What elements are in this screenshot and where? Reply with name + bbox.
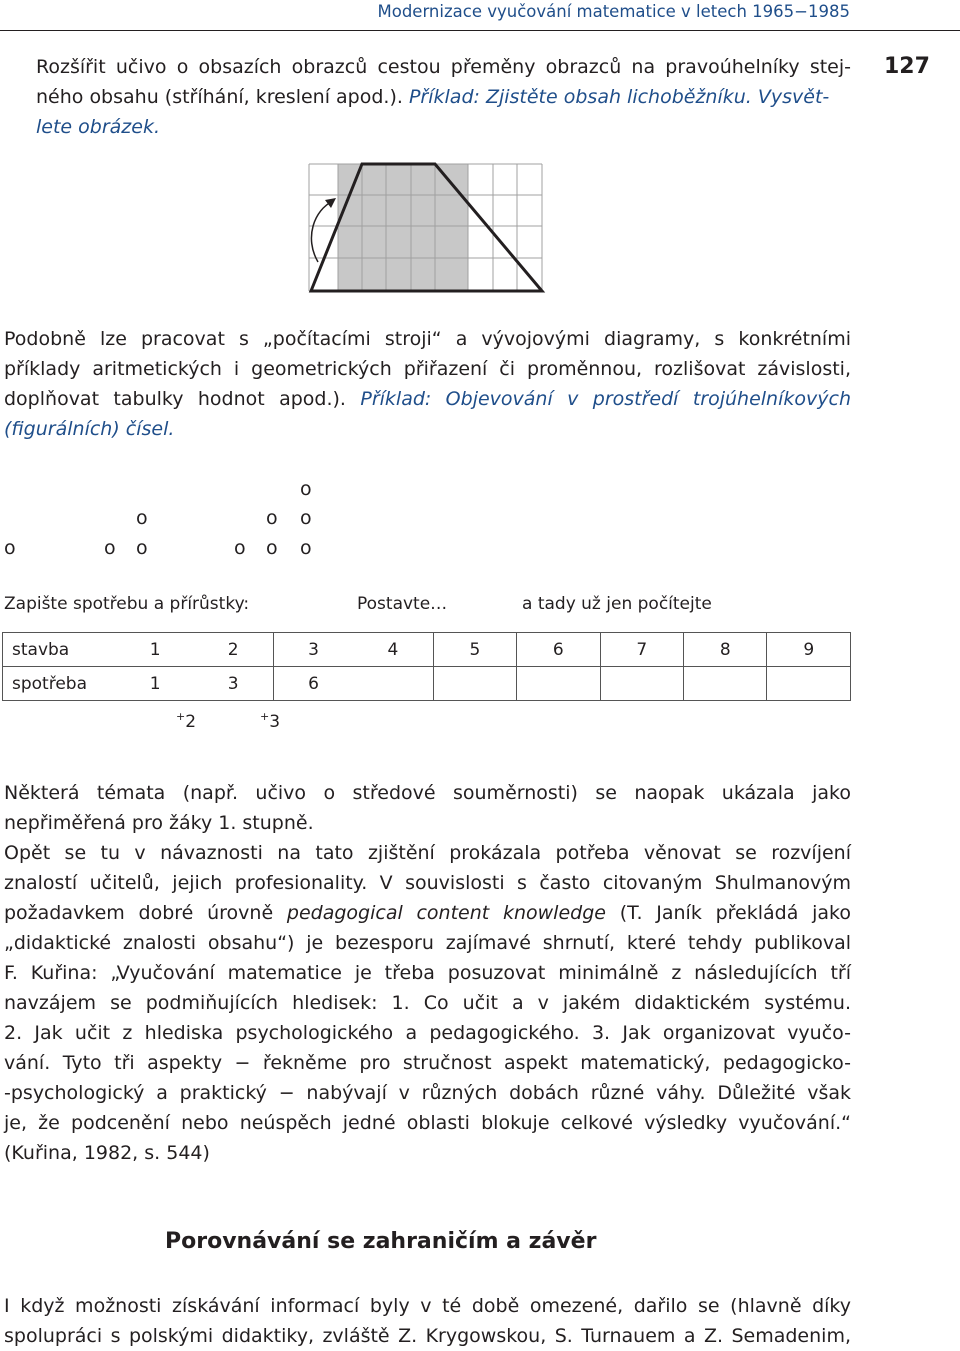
paragraph-machines	[4, 324, 851, 444]
triangle-6-dot: o	[234, 537, 246, 559]
triangle-6-dot: o	[266, 537, 278, 559]
table-cell: 7	[600, 633, 683, 667]
label-record: Zapište spotřebu a přírůstky:	[4, 594, 250, 614]
page-number: 127	[884, 54, 930, 79]
plus-sign: +	[260, 710, 270, 723]
example-trapezoid: Příklad: Zjistěte obsah lichoběžníku. Vysvět-	[408, 86, 830, 108]
table-cell: 5	[433, 633, 516, 667]
para3-line: -psychologický a praktický − nabývají v různých dobách různé váhy. Důležité však	[4, 1082, 851, 1104]
para3-line: nepřiměřená pro žáky 1. stupně.	[4, 812, 314, 834]
triangle-6-dot-top: o	[300, 478, 312, 500]
section-heading: Porovnávání se zahraničím a závěr	[165, 1229, 597, 1254]
table-cell: 1	[117, 633, 193, 667]
example-figurate: Příklad: Objevování v prostředí trojúhelníkových	[360, 388, 851, 410]
triangle-3-dot-top: o	[136, 507, 148, 529]
table-row	[3, 633, 851, 667]
triangle-3-dot: o	[104, 537, 116, 559]
table-cell	[353, 667, 433, 701]
intro-line-2	[36, 82, 851, 112]
triangle-3-dot: o	[136, 537, 148, 559]
table-cell	[517, 667, 600, 701]
label-build: Postavte…	[357, 594, 448, 614]
consumption-table	[2, 632, 851, 701]
intro-line-3: lete obrázek.	[36, 116, 160, 138]
table-cell: 4	[353, 633, 433, 667]
rotation-arrow	[311, 201, 333, 262]
table-cell: 2	[193, 633, 273, 667]
para2-line-1: Podobně lze pracovat s „počítacími stroji“ a vývojovými diagramy, s konkrétními	[4, 328, 851, 350]
para2-line-2: příklady aritmetických i geometrických přiřazení či proměnnou, rozlišovat závislosti,	[4, 358, 851, 380]
table-cell	[433, 667, 516, 701]
para2-line-4: (figurálních) čísel.	[4, 418, 175, 440]
paragraph-themes	[4, 778, 851, 1168]
para3-line: Opět se tu v návaznosti na tato zjištění prokázala potřeba věnovat se rozvíjení	[4, 842, 851, 864]
table-cell: 3	[193, 667, 273, 701]
intro-paragraph	[36, 52, 851, 142]
plus-sign: +	[176, 710, 186, 723]
increment-value: 2	[185, 712, 197, 732]
table-cell: 8	[684, 633, 767, 667]
paragraph-comparison	[4, 1291, 851, 1351]
label-compute: a tady už jen počítejte	[522, 594, 712, 614]
table-cell: 6	[517, 633, 600, 667]
arrow-head	[325, 198, 336, 208]
para3-line: (Kuřina, 1982, s. 544)	[4, 1142, 210, 1164]
term-pck: pedagogical content knowledge	[286, 902, 606, 924]
para3-line: znalostí učitelů, jejich profesionality. V souvislosti s často citovaným Shulmanovým	[4, 872, 851, 894]
trapezoid-grid-figure	[300, 158, 550, 298]
triangle-6-dot: o	[300, 507, 312, 529]
table-row	[3, 667, 851, 701]
para3-text: požadavkem dobré úrovně	[4, 902, 287, 924]
para2-line-3-text: doplňovat tabulky hodnot apod.).	[4, 388, 361, 410]
table-cell: 9	[767, 633, 851, 667]
triangle-6-dot: o	[266, 507, 278, 529]
row-label-consumption: spotřeba	[3, 667, 118, 701]
triangle-6-dot: o	[300, 537, 312, 559]
para3-text: (T. Janík překládá jako	[605, 902, 851, 924]
para4-line: I když možnosti získávání informací byly v té době omezené, dařilo se (hlavně díky	[4, 1295, 851, 1317]
table-cell: 6	[273, 667, 353, 701]
row-label-build: stavba	[3, 633, 118, 667]
para3-line: navzájem se podmiňujících hledisek: 1. Co učit a v jakém didaktickém systému.	[4, 992, 851, 1014]
table-cell	[767, 667, 851, 701]
table-cell	[600, 667, 683, 701]
running-header	[0, 0, 960, 31]
increment-3	[260, 712, 280, 732]
para4-line: spolupráci s polskými didaktiky, zvláště Z. Krygowskou, S. Turnauem a Z. Semadenim,	[4, 1325, 851, 1347]
para3-line: je, že podcenění nebo neúspěch jedné oblasti blokuje celkové výsledky vyučování.“	[4, 1112, 851, 1134]
intro-line-2-text: ného obsahu (stříhání, kreslení apod.).	[36, 86, 409, 108]
table-cell: 3	[273, 633, 353, 667]
triangle-1-dot: o	[4, 537, 16, 559]
table-cell	[684, 667, 767, 701]
increment-2	[176, 712, 196, 732]
table-cell: 1	[117, 667, 193, 701]
header-title: Modernizace vyučování matematice v letech 1965−1985	[377, 2, 850, 21]
para3-line: vání. Tyto tři aspekty − řekněme pro stručnost aspekt matematický, pedagogicko-	[4, 1052, 851, 1074]
shaded-rectangle	[338, 164, 468, 291]
para3-line: Některá témata (např. učivo o středové souměrnosti) se naopak ukázala jako	[4, 782, 851, 804]
para3-line: F. Kuřina: „Vyučování matematice je třeba posuzovat minimálně z následujících tří	[4, 962, 851, 984]
para3-line	[4, 898, 851, 928]
intro-line-1: Rozšířit učivo o obsazích obrazců cestou přeměny obrazců na pravoúhelníky stej-	[36, 56, 851, 78]
para3-line: „didaktické znalosti obsahu“) je bezesporu zajímavé shrnutí, které tehdy publikoval	[4, 932, 851, 954]
increment-value: 3	[269, 712, 281, 732]
para3-line: 2. Jak učit z hlediska psychologického a pedagogického. 3. Jak organizovat vyučo-	[4, 1022, 851, 1044]
para2-line-3	[4, 384, 851, 414]
